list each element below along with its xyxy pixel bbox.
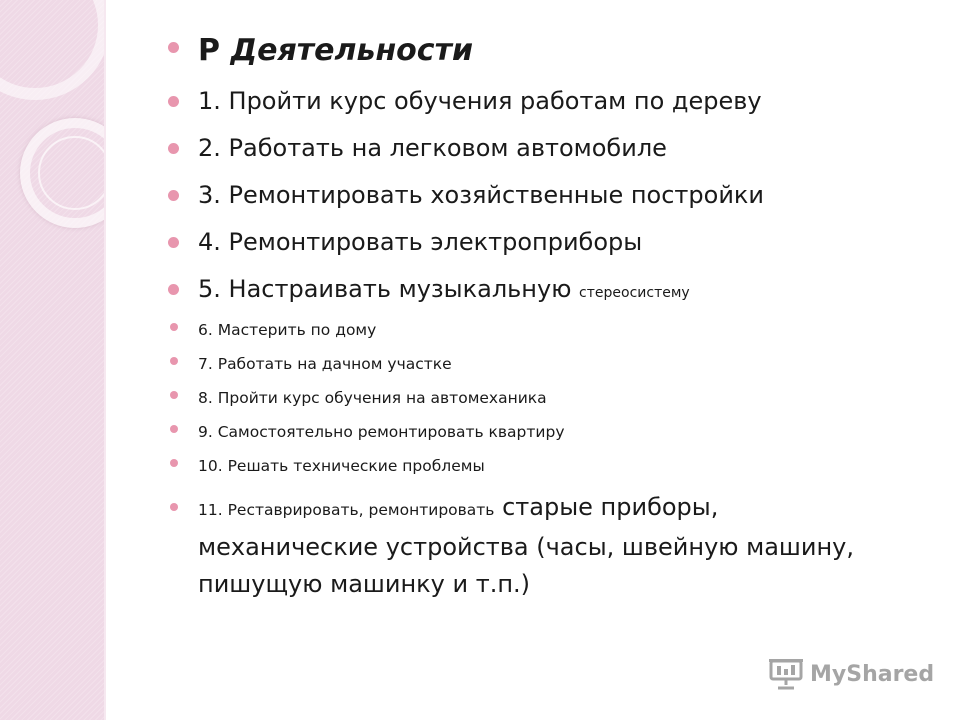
bullet-icon [170,459,178,467]
decorative-ring-inner [38,136,106,210]
list-item-text: 6. Мастерить по дому [198,321,377,339]
list-item-4 [168,219,938,266]
list-item-7 [168,347,938,381]
bullet-icon [168,190,179,201]
list-item-10 [168,449,938,483]
list-item-text-tail: стереосистему [579,285,690,301]
list-item-9 [168,415,938,449]
decorative-side-band [0,0,106,720]
list-item-2 [168,125,938,172]
bullet-icon [170,323,178,331]
list-item-text: 3. Ремонтировать хозяйственные постройки [198,181,765,209]
list-item-6 [168,313,938,347]
bullet-icon [170,503,178,511]
list-item-text-lead: 11. Реставрировать, ремонтировать [198,501,495,519]
title-lead: Р [198,33,220,68]
list-item-text: 2. Работать на легковом автомобиле [198,134,667,162]
slide-title [168,24,938,78]
bullet-icon [170,391,178,399]
bullet-icon [168,42,179,53]
bullet-list [168,24,938,603]
list-item-3 [168,172,938,219]
decorative-ring-top [0,0,106,100]
bullet-icon [168,96,179,107]
myshared-watermark [768,656,934,692]
list-item-5 [168,266,938,313]
list-item-text: 4. Ремонтировать электроприборы [198,228,643,256]
list-item-8 [168,381,938,415]
bullet-icon [168,284,179,295]
watermark-text: MyShared [810,661,935,687]
bullet-icon [168,237,179,248]
list-item-text: 1. Пройти курс обучения работам по дереву [198,87,762,115]
title-rest: Деятельности [230,33,473,68]
side-band-edge [104,0,106,720]
list-item-text: 10. Решать технические проблемы [198,457,485,475]
list-item-11 [168,489,898,603]
list-item-text-main: 5. Настраивать музыкальную [198,275,572,303]
bullet-icon [168,143,179,154]
list-item-text: 9. Самостоятельно ремонтировать квартиру [198,423,565,441]
projector-screen-icon [768,658,804,690]
list-item-1 [168,78,938,125]
bullet-icon [170,425,178,433]
bullet-icon [170,357,178,365]
list-item-text-rest: старые приборы, механические устройства (часы, швейную машину, пишущую машинку и т.п.) [198,493,854,598]
list-item-text: 8. Пройти курс обучения на автомеханика [198,389,547,407]
list-item-text: 7. Работать на дачном участке [198,355,452,373]
